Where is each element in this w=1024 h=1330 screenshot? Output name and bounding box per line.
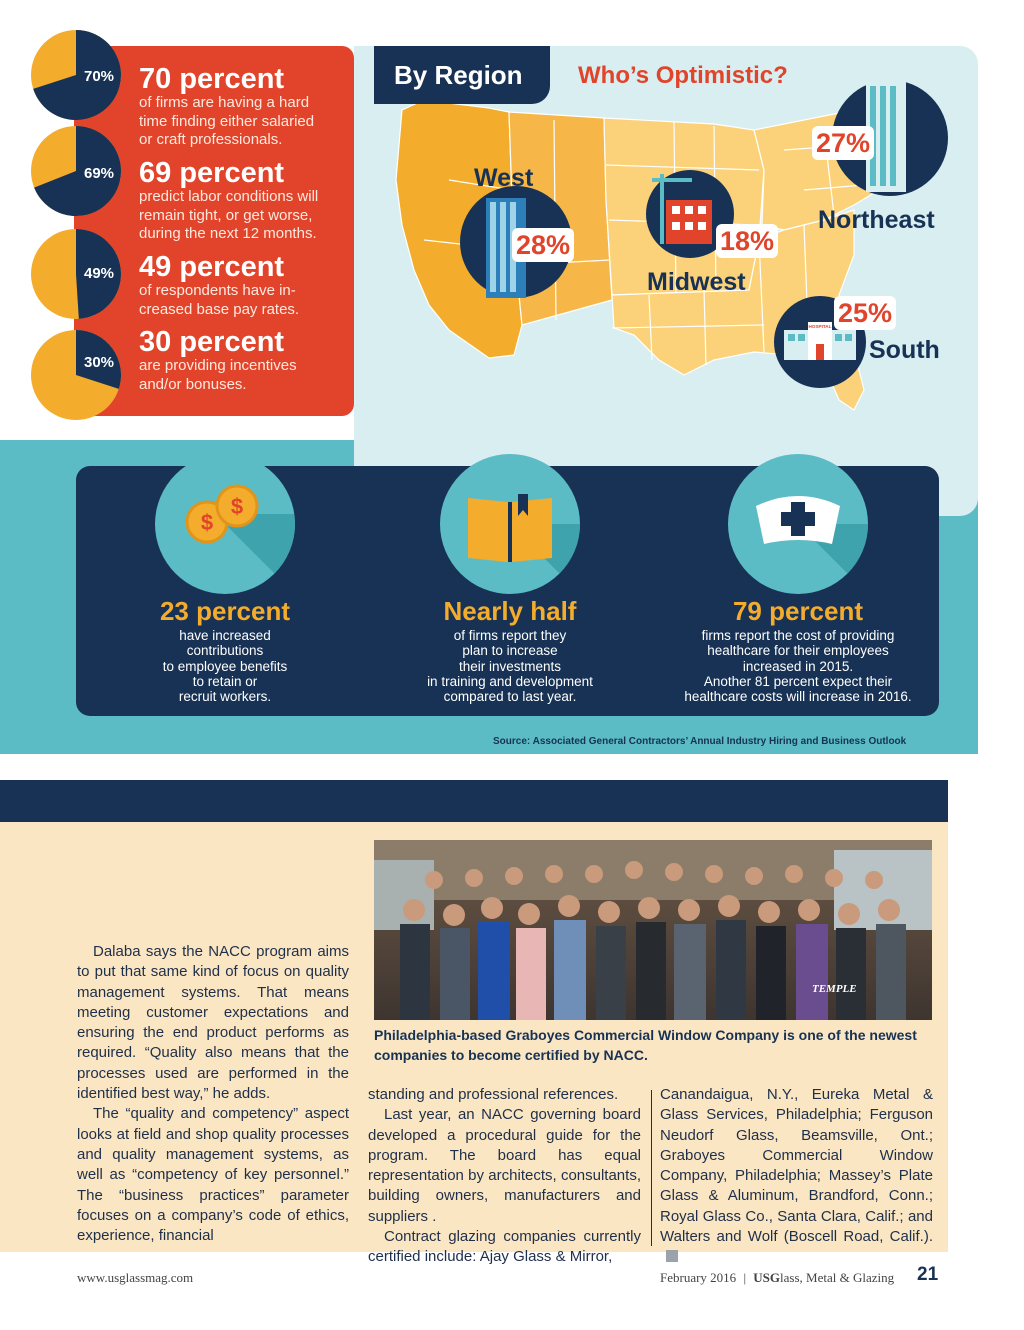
nurse-cap-icon — [728, 454, 868, 594]
svg-text:$: $ — [200, 510, 214, 535]
highlight-line: firms report the cost of providing — [701, 628, 895, 643]
highlight-line: in training and development — [427, 673, 593, 689]
svg-text:$: $ — [230, 494, 244, 519]
paragraph-text: Dalaba says the NACC program aims to put that same kind of focus on quality management systems. That means meeting customer expectations and ensuring the end product performs as required. “Quality also means that the processes used are performed in the identified best way,” he adds. — [77, 943, 349, 1103]
stat-line: remain tight, or get worse, — [139, 206, 313, 224]
stat-block — [139, 327, 354, 394]
stat-line: during the next 12 months. — [139, 225, 317, 242]
stat-line: or craft professionals. — [139, 131, 283, 148]
stat-line: of firms are having a hard — [139, 94, 310, 111]
highlight-line: increased in 2015. — [742, 658, 854, 674]
highlight-headline: 79 percent — [732, 596, 864, 626]
highlight-description — [663, 628, 933, 704]
highlight-line: their investments — [458, 658, 562, 674]
article-paragraph — [368, 1227, 641, 1268]
region-percent-northeast: 27% — [812, 126, 874, 160]
highlight-line: healthcare costs will increase in 2016. — [684, 689, 912, 705]
highlight-line: contributions — [186, 643, 264, 659]
article-paragraph — [77, 942, 349, 1104]
paragraph-text: Contract glazing companies currently certified include: Ajay Glass & Mirror, — [368, 1228, 641, 1266]
stat-line: time finding either salaried — [139, 112, 315, 130]
stat-description — [139, 282, 354, 319]
page-number: 21 — [917, 1264, 939, 1285]
photo-caption: Philadelphia-based Graboyes Commercial Window Company is one of the newest companies to become certified by NACC. — [374, 1027, 917, 1063]
magazine-name-rest: lass, Metal & Glazing — [780, 1270, 895, 1285]
region-name-south: South — [869, 336, 940, 364]
article-paragraph — [660, 1085, 933, 1268]
footer-issue — [660, 1270, 894, 1286]
highlight-line: recruit workers. — [178, 689, 272, 705]
stat-headline: 70 percent — [139, 63, 285, 95]
source-credit: Source: Associated General Contractors’ Annual Industry Hiring and Business Outlook — [493, 736, 907, 747]
group-photo — [374, 840, 932, 1020]
pie-label: 30% — [84, 354, 115, 371]
end-mark-icon — [666, 1250, 678, 1262]
magazine-name-bold: USG — [753, 1270, 781, 1285]
paragraph-text: The “quality and competency” aspect looks at field and shop quality processes and quality management systems, as well as “competency of key personnel.” The “business practices” parameter focuses on a company’s code of ethics, experience, financial — [77, 1105, 349, 1245]
stat-block — [139, 64, 354, 150]
pie-chart-30 — [31, 330, 121, 420]
stat-description — [139, 188, 354, 244]
highlight-line: compared to last year. — [443, 689, 577, 705]
highlight-line: to employee benefits — [162, 658, 288, 674]
highlight-line: plan to increase — [462, 643, 558, 659]
highlight-line: Another 81 percent expect their — [703, 673, 893, 689]
stat-block — [139, 252, 354, 319]
stat-line: of respondents have in- — [139, 282, 296, 299]
highlight-headline: 23 percent — [159, 596, 291, 626]
highlight-headline: Nearly half — [443, 596, 577, 626]
paragraph-text: Canandaigua, N.Y., Eureka Metal & Glass Services, Philadelphia; Ferguson Neudorf Glass, Beamsville, Ont.; Graboyes Commercial Window Company, Philadelphia; Massey’s Plate Glass & Aluminum, Brandford, Conn.; Royal Glass Co., Santa Clara, Calif.; and Walters and Wolf (Boscell Road, Calif.). — [660, 1086, 933, 1246]
stat-block — [139, 158, 354, 244]
region-percent-west: 28% — [512, 228, 574, 262]
shirt-lettering: TEMPLE — [812, 983, 857, 995]
coins-icon — [155, 454, 295, 594]
region-heading: Who’s Optimistic? — [578, 62, 788, 89]
article-column-3 — [660, 1085, 933, 1268]
highlight-description — [375, 628, 645, 704]
highlight-description — [90, 628, 360, 704]
highlight-line: have increased — [179, 628, 271, 643]
highlight-line: healthcare for their employees — [707, 643, 889, 659]
stat-line: predict labor conditions will — [139, 188, 319, 205]
region-name-midwest: Midwest — [647, 268, 746, 296]
book-icon — [440, 454, 580, 594]
stat-description — [139, 94, 354, 150]
column-divider — [651, 1090, 652, 1246]
stat-line: and/or bonuses. — [139, 375, 247, 393]
stat-line: are providing incentives — [139, 357, 297, 374]
pie-label: 49% — [84, 265, 115, 282]
footer-separator: | — [743, 1270, 747, 1285]
issue-date: February 2016 — [660, 1270, 737, 1285]
stat-headline: 69 percent — [139, 157, 285, 189]
stat-headline: 49 percent — [139, 251, 285, 283]
by-region-tab: By Region — [374, 46, 550, 104]
highlight-line: of firms report they — [453, 628, 567, 643]
article-paragraph — [77, 1104, 349, 1246]
pie-label: 69% — [84, 165, 115, 182]
article-header-bar — [0, 780, 948, 822]
pie-label: 70% — [84, 68, 115, 85]
highlight-line: to retain or — [192, 673, 258, 689]
article-column-1 — [77, 942, 349, 1246]
footer-url: www.usglassmag.com — [77, 1270, 194, 1285]
region-name-northeast: Northeast — [818, 206, 935, 234]
stat-description — [139, 357, 354, 394]
article-paragraph: standing and professional references. — [368, 1086, 619, 1103]
stat-line: creased base pay rates. — [139, 300, 300, 318]
paragraph-text: Last year, an NACC governing board developed a procedural guide for the program. The board has equal representation by architects, consultants, building owners, manufacturers and suppliers . — [368, 1106, 641, 1225]
region-name-west: West — [474, 164, 534, 192]
hospital-sign: HOSPITAL — [808, 324, 832, 329]
article-paragraph — [368, 1105, 641, 1227]
region-percent-south: 25% — [834, 296, 896, 330]
stat-headline: 30 percent — [139, 326, 285, 358]
article-column-2 — [368, 1085, 641, 1268]
region-percent-midwest: 18% — [716, 224, 778, 258]
